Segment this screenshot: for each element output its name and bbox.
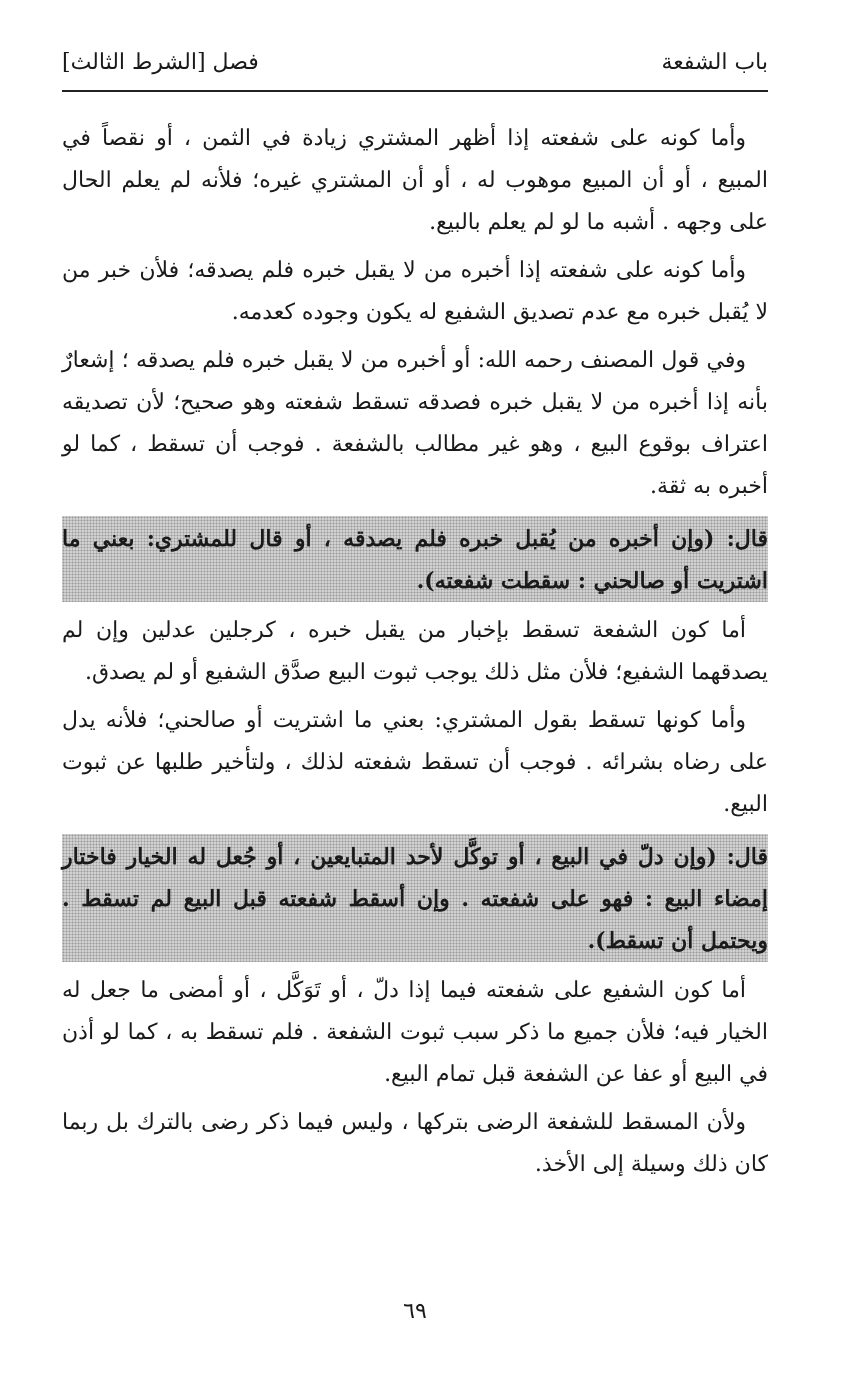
base-text-highlight: قال: (وإن دلّ في البيع ، أو توكَّل لأحد المتبايعين ، أو جُعل له الخيار فاختار إمضاء البيع : فهو على شفعته . وإن أسقط شفعته قبل البيع لم تسقط . ويحتمل أن تسقط). [62, 834, 768, 962]
commentary-paragraph: أما كون الشفيع على شفعته فيما إذا دلّ ، أو تَوَكَّل ، أو أمضى ما جعل له الخيار فيه؛ فلأن جميع ما ذكر سبب ثبوت الشفعة . فلم تسقط به ، كما لو أذن في البيع أو عفا عن الشفعة قبل تمام البيع. [62, 978, 768, 1087]
base-text-highlight: قال: (وإن أخبره من يُقبل خبره فلم يصدقه ، أو قال للمشتري: بعني ما اشتريت أو صالحني : سقطت شفعته). [62, 516, 768, 602]
commentary-paragraph: وفي قول المصنف رحمه الله: أو أخبره من لا يقبل خبره فلم يصدقه ؛ إشعارٌ بأنه إذا أخبره من لا يقبل خبره فصدقه تسقط شفعته وهو صحيح؛ لأن تصديقه اعتراف بوقوع البيع ، وهو غير مطالب بالشفعة . فوجب أن تسقط ، كما لو أخبره به ثقة. [62, 348, 768, 499]
commentary-paragraph: ولأن المسقط للشفعة الرضى بتركها ، وليس فيما ذكر رضى بالترك بل ربما كان ذلك وسيلة إلى الأخذ. [62, 1110, 768, 1177]
running-header [62, 40, 768, 92]
commentary-paragraph: وأما كونه على شفعته إذا أخبره من لا يقبل خبره فلم يصدقه؛ فلأن خبر من لا يُقبل خبره مع عدم تصديق الشفيع له يكون وجوده كعدمه. [62, 258, 768, 325]
section-title: فصل [الشرط الثالث] [62, 50, 259, 75]
page-number: ٦٩ [403, 1299, 427, 1324]
commentary-paragraph: وأما كونه على شفعته إذا أظهر المشتري زيادة في الثمن ، أو نقصاً في المبيع ، أو أن المبيع موهوب له ، أو أن المشتري غيره؛ فلأنه لم يعلم الحال على وجهه . أشبه ما لو لم يعلم بالبيع. [62, 126, 768, 235]
commentary-paragraph: أما كون الشفعة تسقط بإخبار من يقبل خبره ، كرجلين عدلين وإن لم يصدقهما الشفيع؛ فلأن مثل ذلك يوجب ثبوت البيع صدَّق الشفيع أو لم يصدق. [62, 618, 768, 685]
book-page [62, 40, 768, 1340]
chapter-title: باب الشفعة [661, 50, 768, 75]
commentary-paragraph: وأما كونها تسقط بقول المشتري: بعني ما اشتريت أو صالحني؛ فلأنه يدل على رضاه بشرائه . فوجب أن تسقط شفعته لذلك ، ولتأخير طلبها عن ثبوت البيع. [62, 708, 768, 817]
